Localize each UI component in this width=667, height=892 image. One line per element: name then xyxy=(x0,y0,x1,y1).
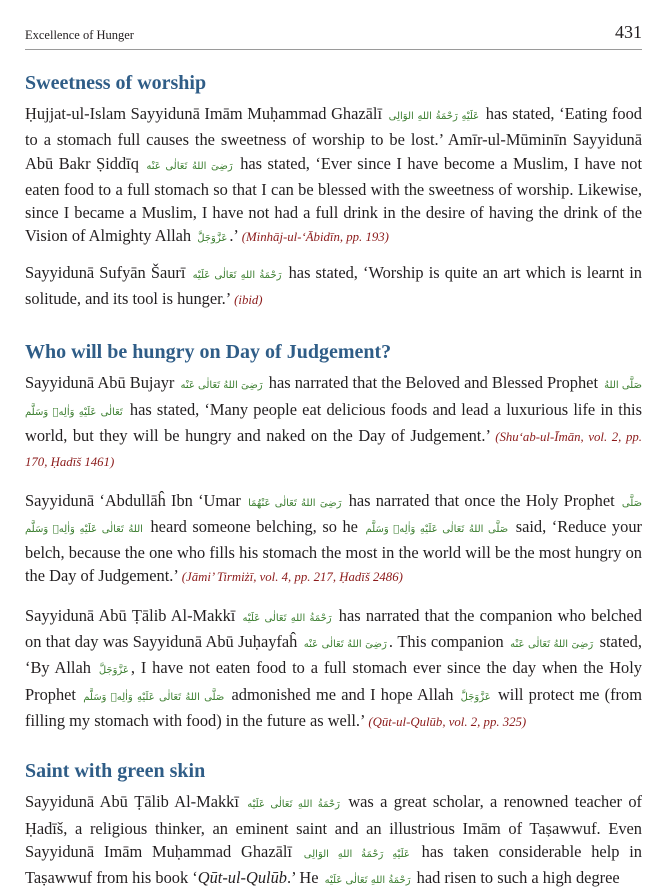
text-run: heard someone belching, so he xyxy=(150,516,358,536)
paragraph-makki-biography xyxy=(25,790,642,892)
text-run: .’ He xyxy=(286,868,319,888)
text-run: has narrated that the companion who belched on that day was Sayyidunā Abū Juḥayfaĥ xyxy=(25,605,642,652)
page-number: 431 xyxy=(615,22,642,42)
section-heading-sweetness: Sweetness of worship xyxy=(25,72,207,94)
section-heading-hungry-judgement: Who will be hungry on Day of Judgement? xyxy=(25,341,392,364)
arabic-honorific: عَزَّوَجَلَّ xyxy=(460,691,491,703)
paragraph-makki-narration xyxy=(25,604,642,734)
arabic-honorific: صَلَّى اللهُ تَعَالٰى عَلَيْهِ وَاٰلِهٖ وَسَلَّم xyxy=(25,497,643,535)
book-title: Qūt-ul-Qulūb xyxy=(197,868,287,888)
text-run: Sayyidunā Abū Bujayr xyxy=(25,373,175,393)
arabic-honorific: عَزَّوَجَلَّ xyxy=(98,665,129,677)
paragraph-sufyan-quote xyxy=(25,261,642,313)
text-run: had risen to such a high degree xyxy=(416,868,620,888)
text-run: Ḥujjat-ul-Islam Sayyidunā Imām Muḥammad Ghazālī xyxy=(25,104,383,123)
reference-citation: (Minhāj-ul-‘Ābidīn, pp. 193) xyxy=(241,230,389,245)
arabic-honorific: رَحْمَةُ اللهِ تَعَالٰى عَلَيْه xyxy=(242,612,332,624)
paragraph-abu-bujayr xyxy=(25,371,642,474)
text-run: Sayyidunā ‘Abdullāĥ Ibn ‘Umar xyxy=(25,490,241,510)
arabic-honorific: رَحْمَةُ اللهِ تَعَالٰى عَلَيْه xyxy=(324,875,411,887)
text-run: has taken considerable help in Taṣawwuf from his book ‘ xyxy=(25,841,642,888)
text-run: has stated, ‘Ever since I have become a Muslim, I have not eaten food to a full stomach so that I can be blessed with the sweetness of worship. Likewise, since I became a Muslim, I have not had a full drink in the desire of having the drink of the Vision of Almighty Allah xyxy=(25,153,642,246)
running-title: Excellence of Hunger xyxy=(25,28,134,42)
text-run: has narrated that the Beloved and Blessed Prophet xyxy=(268,373,599,393)
text-run: Sayyidunā Abū Ṭālib Al-Makkī xyxy=(25,792,239,812)
arabic-honorific: رَضِىَ اللهُ تَعَالٰى عَنْه xyxy=(180,380,263,392)
text-run: has stated, ‘Worship is quite an art which is learnt in solitude, and its tool is hunger.’ xyxy=(25,262,642,309)
reference-citation: (Qūt-ul-Qulūb, vol. 2, pp. 325) xyxy=(368,714,527,729)
arabic-honorific: رَحْمَةُ اللهِ تَعَالٰى عَلَيْه xyxy=(192,269,282,281)
arabic-honorific: صَلَّى اللهُ تَعَالٰى عَلَيْهِ وَاٰلِهٖ وَسَلَّم xyxy=(83,691,225,703)
arabic-honorific: عَلَيْهِ رَحْمَةُ اللهِ الوَالِى xyxy=(388,111,480,122)
text-run: Sayyidunā Sufyān Šaurī xyxy=(25,262,186,282)
text-run: Sayyidunā Abū Ṭālib Al-Makkī xyxy=(25,605,236,625)
arabic-honorific: عَزَّوَجَلَّ xyxy=(197,233,228,245)
arabic-honorific: رَحْمَةُ اللهِ تَعَالٰى عَلَيْه xyxy=(247,799,340,811)
text-run: will protect me (from filling my stomach with food) in the future as well.’ xyxy=(25,684,642,730)
reference-citation: (Shu‘ab-ul-Īmān, vol. 2, pp. 170, Ḥadīš 1461) xyxy=(25,429,643,470)
arabic-honorific: عَلَيْهِ رَحْمَةُ اللهِ الوَالِى xyxy=(303,848,410,860)
paragraph-ghazali-quote xyxy=(25,102,642,251)
arabic-honorific: رَضِىَ اللهُ تَعَالٰى عَنْه xyxy=(303,639,387,651)
reference-citation: (ibid) xyxy=(234,293,263,308)
paragraph-ibn-umar xyxy=(25,489,642,590)
text-run: stated, ‘By Allah xyxy=(25,632,642,678)
reference-citation: (Jāmi’ Tirmiżī, vol. 4, pp. 217, Ḥadīš 2486) xyxy=(181,570,403,585)
text-run: admonished me and I hope Allah xyxy=(231,684,454,704)
text-run: said, ‘Reduce your belch, because the one who fills his stomach the most in the world will be the most hungry on the Day of Judgement.’ xyxy=(25,516,642,586)
text-run: , I have not eaten food to a full stomach ever since the day when the Holy Prophet xyxy=(25,658,642,704)
arabic-honorific: صَلَّى اللهُ تَعَالٰى عَلَيْهِ وَاٰلِهٖ وَسَلَّم xyxy=(25,380,642,418)
text-run: has stated, ‘Eating food to a stomach full causes the sweetness of worship to be lost.’ Amīr-ul-Mūminīn Sayyidunā Abū Bakr Ṣiddīq xyxy=(25,104,643,173)
arabic-honorific: رَضِىَ اللهُ تَعَالٰى عَنْه xyxy=(510,639,594,651)
text-run: has stated, ‘Many people eat delicious foods and lead a luxurious life in this world, but they will be hungry and naked on the Day of Judgement.’ xyxy=(25,399,642,445)
text-run: has narrated that once the Holy Prophet xyxy=(348,490,615,510)
section-heading-green-skin: Saint with green skin xyxy=(25,760,206,783)
text-run: .’ xyxy=(229,226,239,246)
arabic-honorific: رَضِىَ اللهُ تَعَالٰى عَنْه xyxy=(146,160,233,172)
text-run: was a great scholar, a renowned teacher of Ḥadīš, a religious thinker, an eminent saint and an illustrious Imām of Taṣawwuf. Even Sayyidunā Imām Muḥammad Ghazālī xyxy=(25,792,642,861)
arabic-honorific: صَلَّى اللهُ تَعَالٰى عَلَيْهِ وَاٰلِهٖ وَسَلَّم xyxy=(365,523,509,535)
text-run: . This companion xyxy=(388,632,504,652)
page-header xyxy=(25,0,642,50)
arabic-honorific: رَضِىَ اللهُ تَعَالٰى عَنْهُمَا xyxy=(248,497,342,509)
